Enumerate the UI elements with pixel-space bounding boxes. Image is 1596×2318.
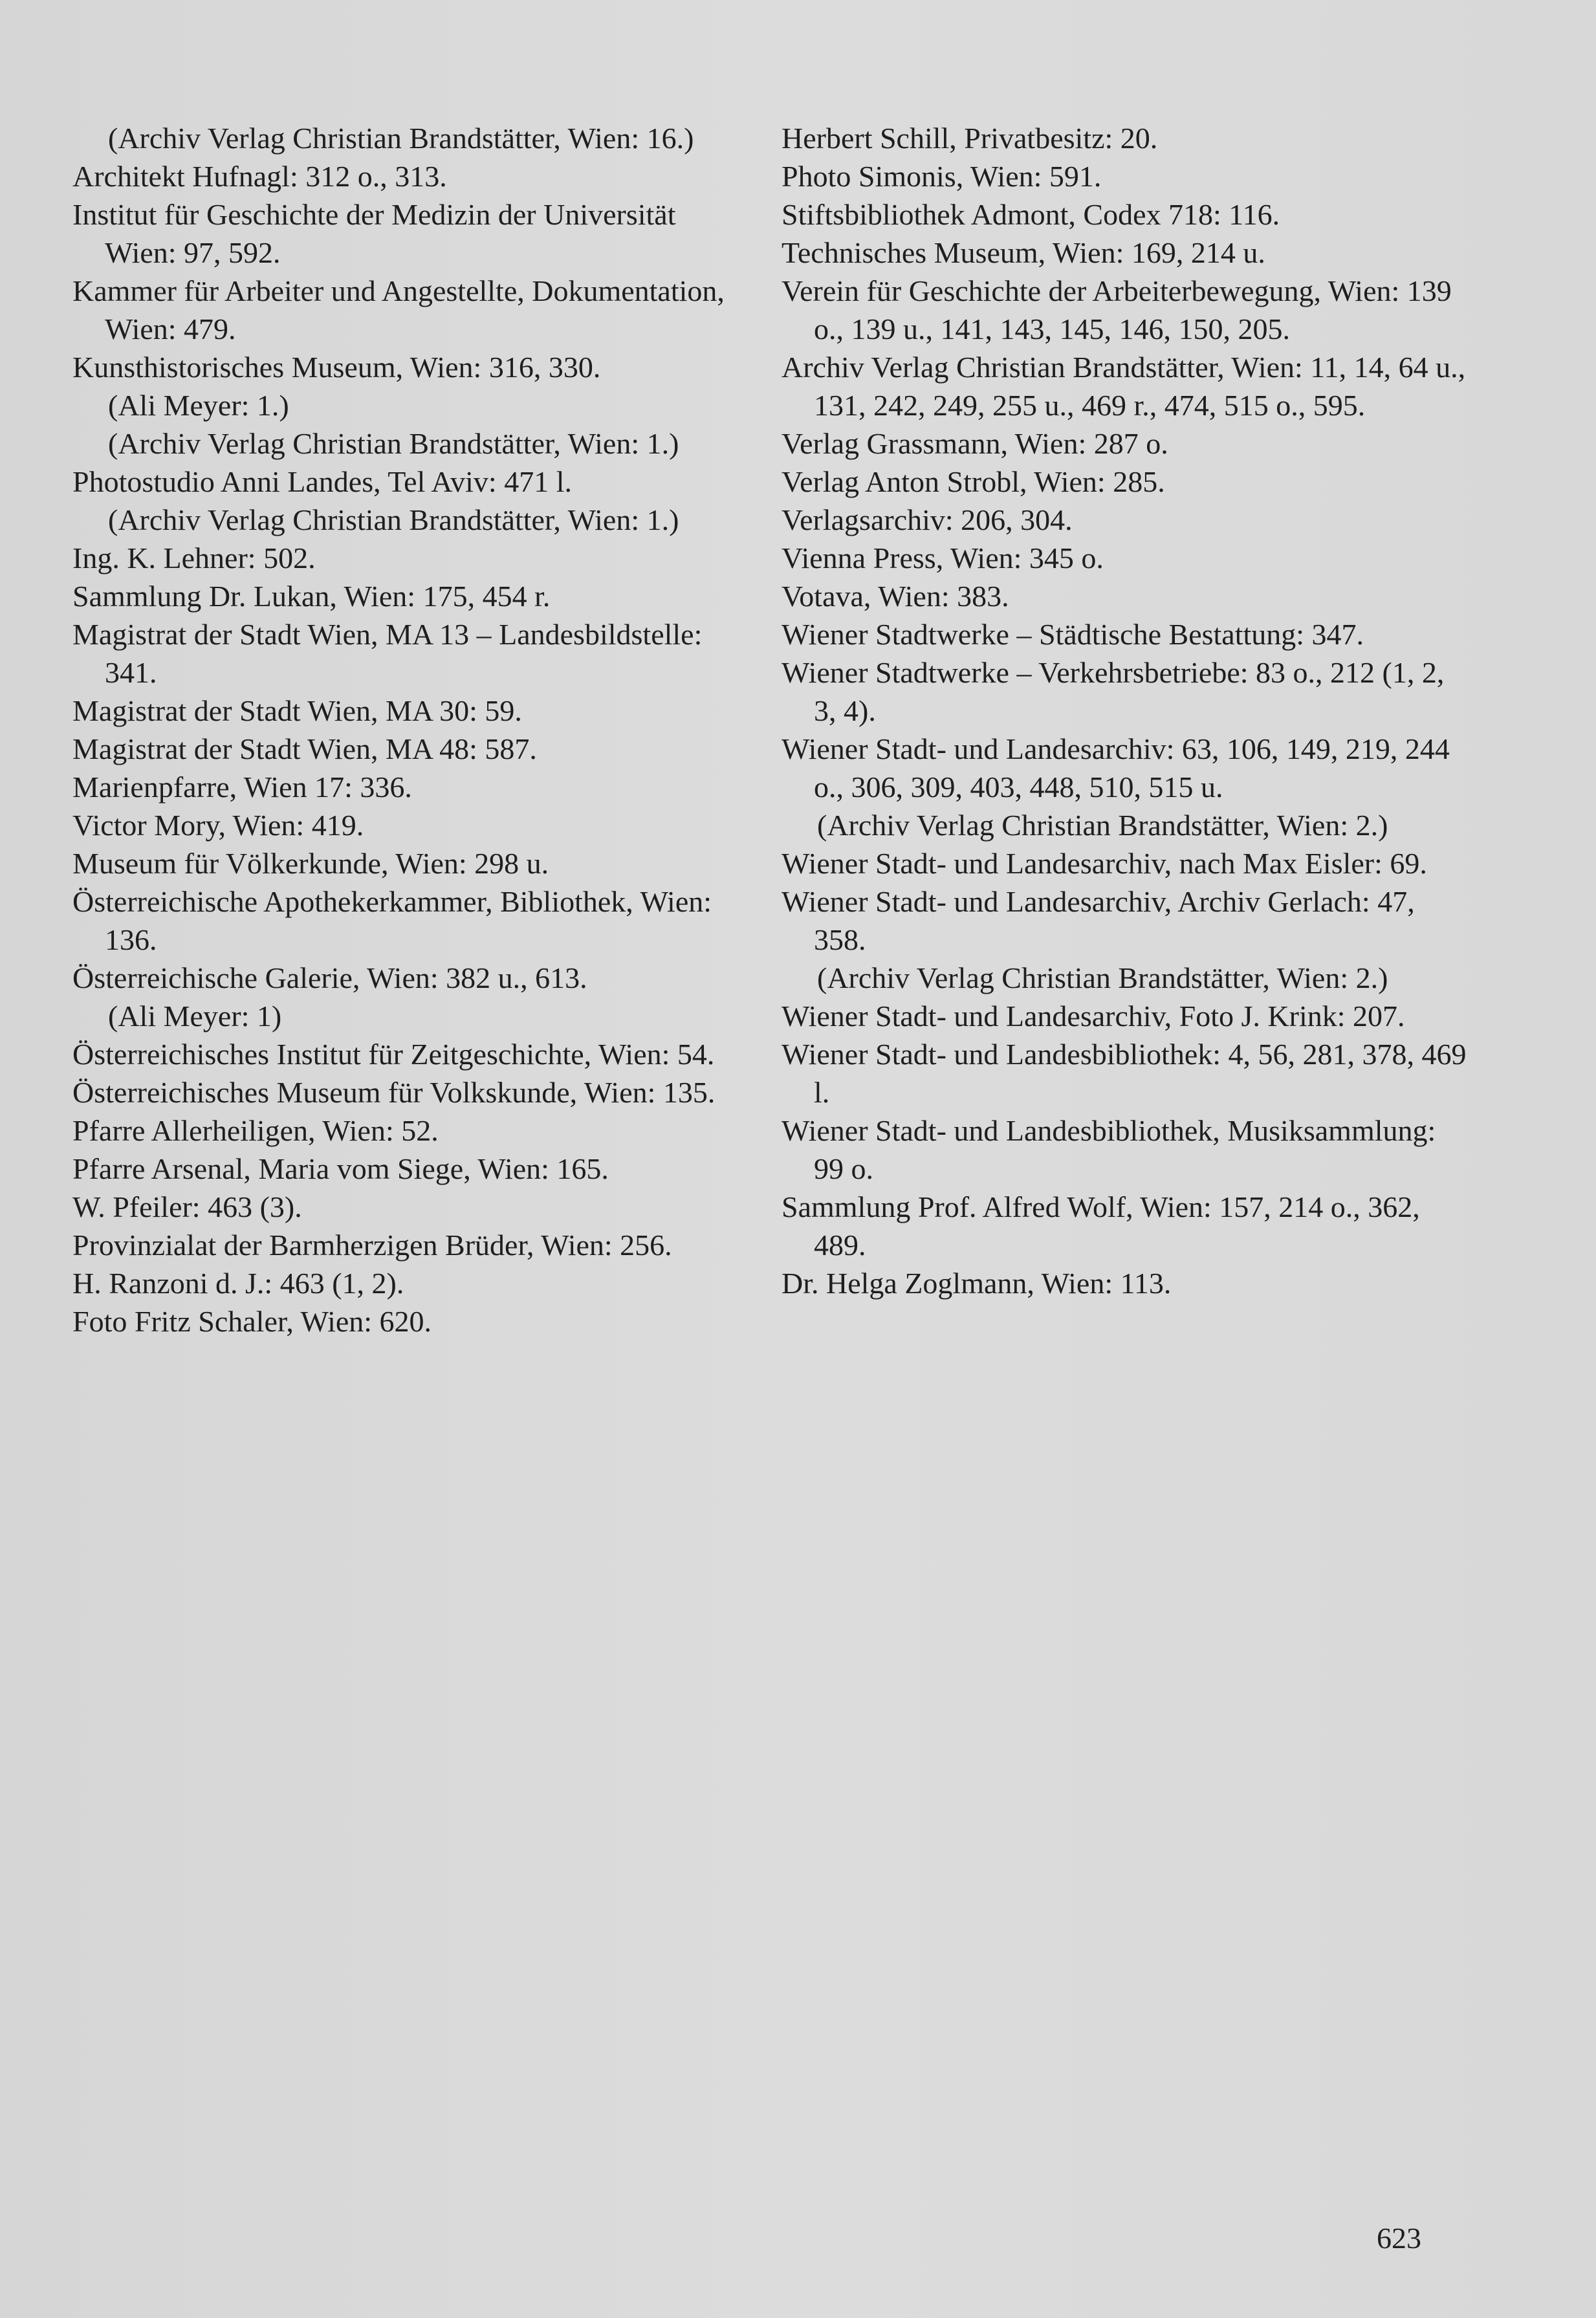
index-entry: Verlagsarchiv: 206, 304.	[782, 503, 1073, 536]
index-entry: Sammlung Dr. Lukan, Wien: 175, 454 r.	[72, 580, 551, 613]
index-subentry: (Ali Meyer: 1.)	[108, 389, 289, 422]
index-entry: Verlag Anton Strobl, Wien: 285.	[782, 465, 1165, 498]
index-entry: Victor Mory, Wien: 419.	[72, 809, 364, 842]
index-entry: Wiener Stadt- und Landesarchiv, nach Max Eisler: 69.	[782, 847, 1427, 880]
index-entry: Magistrat der Stadt Wien, MA 13 – Landesbildstelle: 341.	[72, 618, 703, 689]
index-entry: Wiener Stadt- und Landesbibliothek: 4, 56, 281, 378, 469 l.	[782, 1038, 1467, 1109]
index-entry: W. Pfeiler: 463 (3).	[72, 1190, 302, 1223]
index-entry: Photostudio Anni Landes, Tel Aviv: 471 l.	[72, 465, 572, 498]
index-entry: Verein für Geschichte der Arbeiterbewegung, Wien: 139 o., 139 u., 141, 143, 145, 146, 150, 205.	[782, 274, 1452, 345]
index-entry: Provinzialat der Barmherzigen Brüder, Wien: 256.	[72, 1229, 672, 1262]
index-entry: Österreichische Galerie, Wien: 382 u., 613.	[72, 961, 587, 994]
index-entry: Herbert Schill, Privatbesitz: 20.	[782, 122, 1158, 155]
index-entry: Technisches Museum, Wien: 169, 214 u.	[782, 236, 1265, 269]
index-entry: Wiener Stadt- und Landesarchiv, Archiv Gerlach: 47, 358.	[782, 885, 1415, 956]
index-entry: Museum für Völkerkunde, Wien: 298 u.	[72, 847, 549, 880]
index-subentry: (Archiv Verlag Christian Brandstätter, Wien: 1.)	[108, 503, 679, 536]
index-entry: Österreichische Apothekerkammer, Bibliothek, Wien: 136.	[72, 885, 712, 956]
index-entry: Wiener Stadt- und Landesarchiv: 63, 106, 149, 219, 244 o., 306, 309, 403, 448, 510, 515 u.	[782, 732, 1450, 804]
index-entry: Wiener Stadt- und Landesarchiv, Foto J. Krink: 207.	[782, 1000, 1405, 1033]
index-entry: Kammer für Arbeiter und Angestellte, Dokumentation, Wien: 479.	[72, 274, 725, 345]
index-entry: Stiftsbibliothek Admont, Codex 718: 116.	[782, 198, 1280, 231]
index-entry: Kunsthistorisches Museum, Wien: 316, 330.	[72, 351, 601, 384]
index-entry: Wiener Stadt- und Landesbibliothek, Musiksammlung: 99 o.	[782, 1114, 1436, 1185]
index-entry: Votava, Wien: 383.	[782, 580, 1009, 613]
index-entry: Institut für Geschichte der Medizin der Universität Wien: 97, 592.	[72, 198, 676, 269]
index-entry: Dr. Helga Zoglmann, Wien: 113.	[782, 1267, 1172, 1300]
index-entry: Wiener Stadtwerke – Verkehrsbetriebe: 83 o., 212 (1, 2, 3, 4).	[782, 656, 1445, 727]
index-entry: Magistrat der Stadt Wien, MA 30: 59.	[72, 694, 522, 727]
index-entry: Wiener Stadtwerke – Städtische Bestattung: 347.	[782, 618, 1364, 651]
index-entry: Österreichisches Institut für Zeitgeschichte, Wien: 54.	[72, 1038, 715, 1071]
index-subentry: (Archiv Verlag Christian Brandstätter, Wien: 2.)	[817, 809, 1388, 842]
index-entry: Architekt Hufnagl: 312 o., 313.	[72, 160, 447, 193]
index-entry: Sammlung Prof. Alfred Wolf, Wien: 157, 214 o., 362, 489.	[782, 1190, 1420, 1262]
index-entry: Pfarre Allerheiligen, Wien: 52.	[72, 1114, 439, 1147]
index-subentry: (Archiv Verlag Christian Brandstätter, Wien: 1.)	[108, 427, 679, 460]
index-entry: Marienpfarre, Wien 17: 336.	[72, 771, 412, 804]
left-column-list	[72, 119, 745, 1340]
index-entry: H. Ranzoni d. J.: 463 (1, 2).	[72, 1267, 404, 1300]
index-entry: Archiv Verlag Christian Brandstätter, Wien: 11, 14, 64 u., 131, 242, 249, 255 u., 469 r., 474, 515 o., 595.	[782, 351, 1466, 422]
index-subentry: (Ali Meyer: 1)	[108, 1000, 282, 1033]
index-entry: Pfarre Arsenal, Maria vom Siege, Wien: 165.	[72, 1152, 609, 1185]
index-subentry: (Archiv Verlag Christian Brandstätter, Wien: 2.)	[817, 961, 1388, 994]
index-entry: Magistrat der Stadt Wien, MA 48: 587.	[72, 732, 537, 765]
index-entry: Photo Simonis, Wien: 591.	[782, 160, 1102, 193]
index-entry: Verlag Grassmann, Wien: 287 o.	[782, 427, 1168, 460]
page-number: 623	[1377, 2222, 1421, 2255]
index-entry: Foto Fritz Schaler, Wien: 620.	[72, 1305, 432, 1338]
index-subentry: (Archiv Verlag Christian Brandstätter, Wien: 16.)	[108, 122, 694, 155]
right-column-list	[782, 119, 1467, 1302]
index-entry: Ing. K. Lehner: 502.	[72, 541, 316, 574]
index-entry: Vienna Press, Wien: 345 o.	[782, 541, 1104, 574]
index-entry: Österreichisches Museum für Volkskunde, Wien: 135.	[72, 1076, 716, 1109]
